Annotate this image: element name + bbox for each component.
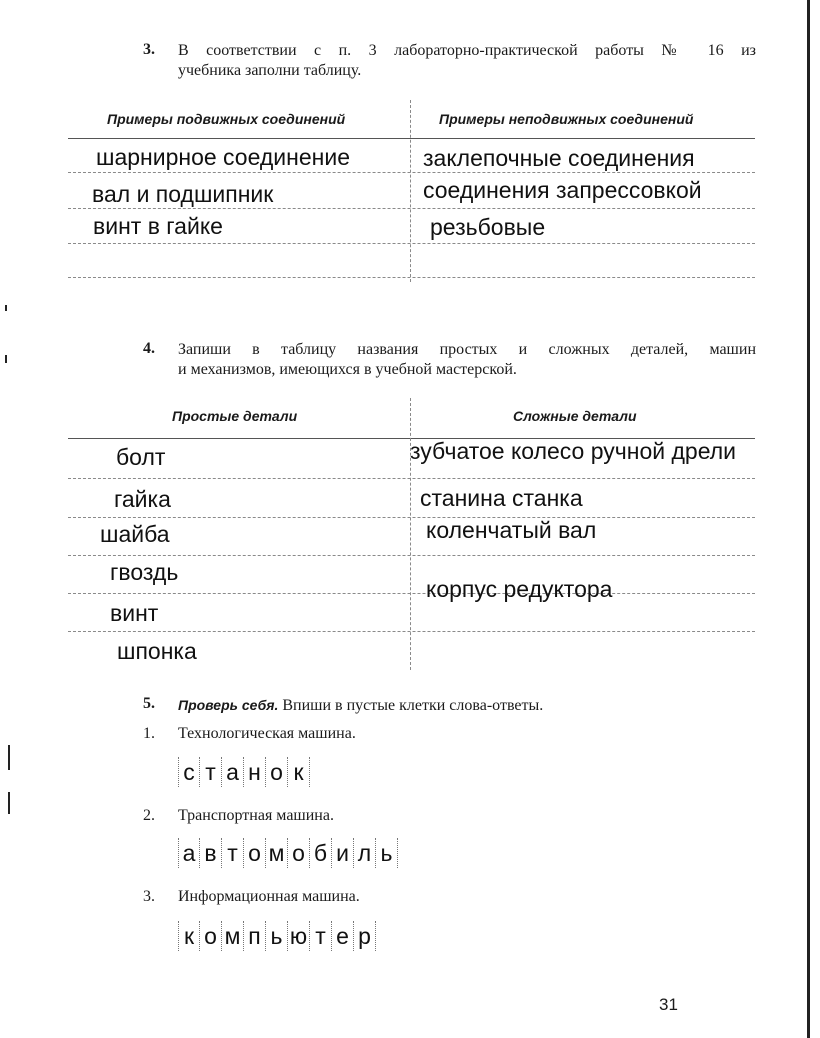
table-cell: винт bbox=[110, 600, 159, 626]
letter-cell: ь bbox=[376, 838, 398, 868]
letter-cell: п bbox=[244, 921, 266, 951]
letter-cell: т bbox=[222, 838, 244, 868]
letter-cell: ь bbox=[266, 921, 288, 951]
question-text: Информационная машина. bbox=[178, 888, 360, 905]
table-rule bbox=[68, 243, 755, 244]
table-cell: шарнирное соединение bbox=[96, 144, 350, 170]
task-text: и механизмов, имеющихся в учебной мастерской. bbox=[178, 361, 517, 378]
letter-cell: к bbox=[288, 757, 310, 787]
letter-cell: и bbox=[332, 838, 354, 868]
letter-cell: к bbox=[178, 921, 200, 951]
table-cell: шайба bbox=[100, 521, 170, 547]
letter-cell: а bbox=[178, 838, 200, 868]
question-text: Технологическая машина. bbox=[178, 725, 356, 742]
question-number: 3. bbox=[143, 888, 155, 905]
table-cell: гайка bbox=[114, 486, 171, 512]
table-rule bbox=[68, 517, 755, 518]
table-rule bbox=[68, 555, 755, 556]
table-cell: станина станка bbox=[420, 485, 583, 511]
table-rule bbox=[68, 631, 755, 632]
table-cell: шпонка bbox=[117, 638, 197, 664]
letter-cell: р bbox=[354, 921, 376, 951]
table-rule bbox=[68, 138, 755, 139]
table-header: Простые детали bbox=[172, 408, 298, 424]
table-cell: болт bbox=[116, 444, 166, 470]
page-edge-right bbox=[807, 0, 810, 1038]
letter-cell: т bbox=[310, 921, 332, 951]
letter-cell: л bbox=[354, 838, 376, 868]
task-text: В соответствии с п. 3 лабораторно-практической работы № 16 из bbox=[178, 42, 756, 59]
table-cell: гвоздь bbox=[110, 559, 179, 585]
crossword-cells bbox=[178, 838, 398, 868]
column-divider bbox=[410, 100, 411, 282]
task-bold-text: Проверь себя. bbox=[178, 697, 279, 713]
table-rule bbox=[68, 172, 755, 173]
letter-cell: е bbox=[332, 921, 354, 951]
table-cell: корпус редуктора bbox=[426, 576, 613, 602]
crossword-cells bbox=[178, 757, 310, 787]
letter-cell: с bbox=[178, 757, 200, 787]
table-cell: резьбовые bbox=[430, 214, 546, 240]
table-header: Примеры неподвижных соединений bbox=[439, 111, 694, 127]
task-number: 4. bbox=[143, 340, 155, 357]
table-cell: коленчатый вал bbox=[426, 517, 597, 543]
table-rule bbox=[68, 478, 755, 479]
table-header: Примеры подвижных соединений bbox=[107, 111, 346, 127]
task-text: Впиши в пустые клетки слова-ответы. bbox=[282, 697, 544, 714]
table-rule bbox=[68, 593, 755, 594]
letter-cell: м bbox=[266, 838, 288, 868]
letter-cell: н bbox=[244, 757, 266, 787]
table-cell: вал и подшипник bbox=[92, 181, 274, 207]
page-number: 31 bbox=[659, 995, 678, 1014]
table-cell: зубчатое колесо ручной дрели bbox=[410, 438, 736, 464]
question-number: 2. bbox=[143, 807, 155, 824]
crossword-cells bbox=[178, 921, 376, 951]
table-rule bbox=[68, 208, 755, 209]
margin-mark bbox=[5, 305, 7, 311]
task-text: Запиши в таблицу названия простых и сложных деталей, машин bbox=[178, 341, 756, 358]
letter-cell: о bbox=[288, 838, 310, 868]
letter-cell: о bbox=[266, 757, 288, 787]
letter-cell: о bbox=[244, 838, 266, 868]
margin-mark bbox=[8, 792, 10, 814]
table-rule bbox=[68, 277, 755, 278]
task-text: учебника заполни таблицу. bbox=[178, 62, 362, 79]
letter-cell: б bbox=[310, 838, 332, 868]
letter-cell: а bbox=[222, 757, 244, 787]
table-header: Сложные детали bbox=[513, 408, 637, 424]
margin-mark bbox=[8, 745, 10, 770]
margin-mark bbox=[5, 355, 7, 363]
letter-cell: в bbox=[200, 838, 222, 868]
task-number: 3. bbox=[143, 41, 155, 58]
letter-cell: т bbox=[200, 757, 222, 787]
question-number: 1. bbox=[143, 725, 155, 742]
question-text: Транспортная машина. bbox=[178, 807, 334, 824]
task-instruction bbox=[178, 695, 543, 716]
letter-cell: о bbox=[200, 921, 222, 951]
table-cell: заклепочные соединения bbox=[423, 145, 695, 171]
letter-cell: ю bbox=[288, 921, 310, 951]
task-number: 5. bbox=[143, 695, 155, 712]
table-cell: винт в гайке bbox=[93, 213, 223, 239]
table-cell: соединения запрессовкой bbox=[423, 177, 702, 203]
letter-cell: м bbox=[222, 921, 244, 951]
